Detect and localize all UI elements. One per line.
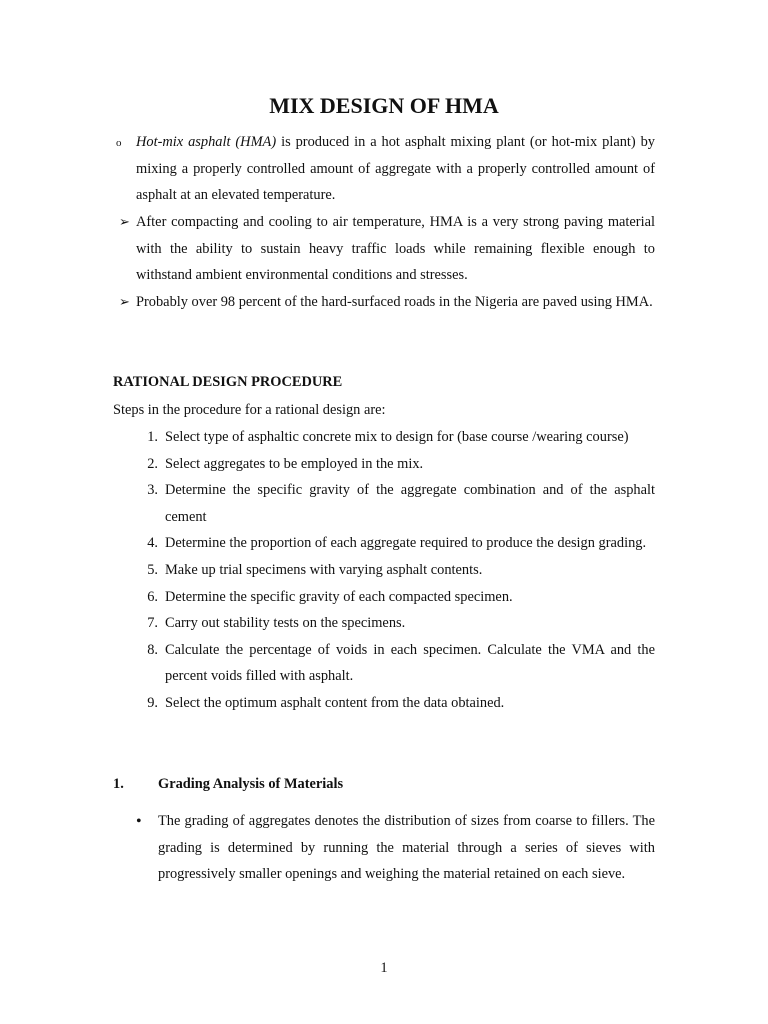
- bullet-paragraph-hma: [136, 129, 655, 209]
- subsection-heading: [113, 773, 343, 795]
- list-item: [113, 610, 655, 637]
- arrow-bullet-icon: ➢: [119, 214, 130, 229]
- circle-bullet-icon: o: [116, 137, 122, 149]
- arrow-bullet-icon: ➢: [119, 294, 130, 309]
- step-text: Calculate the percentage of voids in each specimen. Calculate the VMA and the percent voids filled with asphalt.: [165, 641, 655, 685]
- step-number: 6.: [147, 588, 158, 605]
- dot-bullet-icon: •: [136, 813, 142, 830]
- step-text: Determine the specific gravity of the aggregate combination and of the asphalt cement: [165, 482, 655, 525]
- list-item: [113, 424, 655, 451]
- step-text: Select the optimum asphalt content from the data obtained.: [165, 694, 505, 711]
- step-number: 2.: [147, 455, 158, 472]
- step-number: 5.: [147, 561, 158, 578]
- list-item: [113, 477, 655, 530]
- hma-term: Hot-mix asphalt (HMA): [136, 134, 277, 150]
- bullet-paragraph-roads: Probably over 98 percent of the hard-surfaced roads in the Nigeria are paved using HMA.: [136, 294, 653, 310]
- step-number: 1.: [147, 429, 158, 445]
- step-text: Determine the specific gravity of each compacted specimen.: [165, 588, 513, 605]
- step-text: Select type of asphaltic concrete mix to design for (base course /wearing course): [165, 429, 629, 445]
- step-number: 7.: [147, 615, 158, 632]
- grading-paragraph: The grading of aggregates denotes the distribution of sizes from coarse to fillers. The grading is determined by running the material through a series of sieves with progressively smaller openings and weighing the material retained on each sieve.: [158, 813, 655, 883]
- step-text: Determine the proportion of each aggregate required to produce the design grading.: [165, 535, 647, 552]
- step-number: 9.: [147, 694, 158, 711]
- step-number: 3.: [147, 482, 158, 499]
- list-item: [113, 584, 655, 611]
- section-intro: Steps in the procedure for a rational design are:: [113, 402, 386, 418]
- subsection-number: 1.: [113, 776, 124, 792]
- list-item: [113, 557, 655, 584]
- bullet-text: is produced in a hot asphalt mixing plant (or hot-mix plant) by mixing a properly controlled amount of aggregate with a properly controlled amount of asphalt at an elevated temperature.: [136, 134, 656, 204]
- list-item: [113, 637, 655, 690]
- step-text: Carry out stability tests on the specimens.: [165, 615, 406, 632]
- step-number: 4.: [147, 535, 158, 552]
- page-number: 1: [380, 960, 388, 976]
- step-number: 8.: [147, 641, 158, 658]
- list-item: [113, 530, 655, 557]
- page-title: MIX DESIGN OF HMA: [269, 93, 499, 118]
- step-text: Select aggregates to be employed in the mix.: [165, 455, 424, 472]
- list-item: [113, 451, 655, 478]
- steps-list: [113, 424, 655, 717]
- section-heading: RATIONAL DESIGN PROCEDURE: [113, 374, 343, 390]
- step-text: Make up trial specimens with varying asphalt contents.: [165, 561, 483, 578]
- bullet-paragraph-compacting: After compacting and cooling to air temperature, HMA is a very strong paving material with the ability to sustain heavy traffic loads while remaining flexible enough to withstand ambient environmental conditions and stresses.: [136, 214, 655, 284]
- list-item: [113, 690, 655, 717]
- subsection-title: Grading Analysis of Materials: [158, 776, 344, 792]
